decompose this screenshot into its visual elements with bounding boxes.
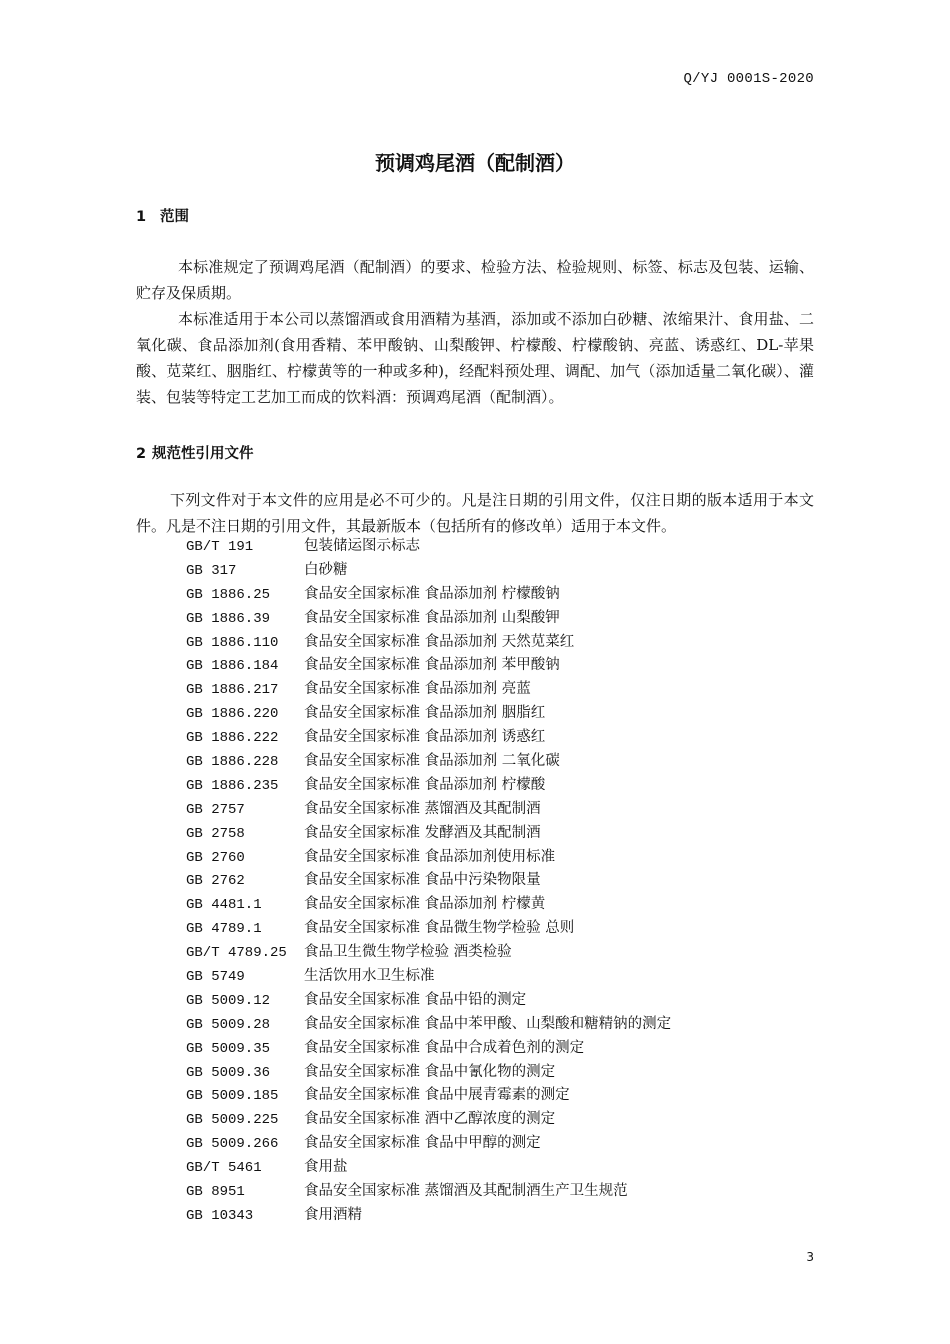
section-2-heading (136, 442, 254, 463)
standard-code: Q/YJ 0001S-2020 (683, 71, 814, 87)
reference-code: GB 1886.217 (186, 682, 279, 699)
reference-title: 食品安全国家标准 食品添加剂使用标准 (304, 848, 556, 865)
reference-code: GB 5009.28 (186, 1016, 271, 1033)
section-1-number: 1 (136, 209, 147, 225)
reference-title: 食品安全国家标准 酒中乙醇浓度的测定 (304, 1111, 556, 1128)
reference-code: GB 1886.228 (186, 754, 279, 771)
reference-row (186, 774, 826, 798)
reference-title: 食品安全国家标准 蒸馏酒及其配制酒 (304, 800, 541, 817)
reference-title: 食品安全国家标准 食品添加剂 山梨酸钾 (304, 609, 560, 626)
reference-title: 生活饮用水卫生标准 (304, 968, 435, 985)
reference-code: GB 1886.222 (186, 730, 279, 747)
reference-code: GB 8951 (186, 1184, 245, 1201)
reference-code: GB 317 (186, 562, 237, 579)
page-number: 3 (806, 1250, 814, 1264)
reference-title: 包装储运图示标志 (304, 538, 420, 554)
reference-row (186, 678, 826, 702)
reference-row (186, 631, 826, 655)
section-2-title: 规范性引用文件 (152, 446, 254, 462)
reference-title: 食品安全国家标准 食品中展青霉素的测定 (304, 1087, 570, 1104)
reference-code: GB 5009.185 (186, 1088, 279, 1105)
reference-code: GB 1886.39 (186, 610, 271, 627)
reference-code: GB 1886.110 (186, 634, 279, 651)
reference-code: GB 2757 (186, 801, 245, 818)
reference-code: GB/T 191 (186, 539, 254, 555)
reference-row (186, 1061, 826, 1085)
reference-code: GB/T 4789.25 (186, 945, 287, 962)
scope-paragraph-2: 本标准适用于本公司以蒸馏酒或食用酒精为基酒，添加或不添加白砂糖、浓缩果汁、食用盐、二氧化碳、食品添加剂(食用香精、苯甲酸钠、山梨酸钾、柠檬酸、柠檬酸钠、亮蓝、诱惑红、DL-苹果酸、苋菜红、胭脂红、柠檬黄等的一种或多种)，经配料预处理、调配、加气（添加适量二氧化碳）、灌装、包装等特定工艺加工而成的饮料酒：预调鸡尾酒（配制酒）。 (136, 310, 814, 406)
reference-title: 食品安全国家标准 食品添加剂 亮蓝 (304, 681, 531, 698)
reference-row (186, 750, 826, 774)
reference-row (186, 798, 826, 822)
reference-title: 食品安全国家标准 食品中污染物限量 (304, 872, 541, 889)
reference-title: 食品安全国家标准 食品中甲醇的测定 (304, 1135, 541, 1152)
reference-title: 食用酒精 (304, 1206, 362, 1223)
references-intro-paragraph: 下列文件对于本文件的应用是必不可少的。凡是注日期的引用文件，仅注日期的版本适用于本文件。凡是不注日期的引用文件，其最新版本（包括所有的修改单）适用于本文件。 (136, 491, 814, 535)
reference-title: 食品卫生微生物学检验 酒类检验 (304, 944, 512, 961)
reference-row (186, 702, 826, 726)
reference-title: 食品安全国家标准 发酵酒及其配制酒 (304, 824, 541, 841)
reference-title: 食品安全国家标准 食品添加剂 柠檬黄 (304, 896, 546, 913)
reference-row (186, 941, 826, 965)
reference-code: GB 5009.266 (186, 1136, 279, 1153)
reference-code: GB 5009.225 (186, 1112, 279, 1129)
reference-row (186, 607, 826, 631)
reference-row (186, 989, 826, 1013)
reference-code: GB 5009.12 (186, 992, 271, 1009)
section-1-heading (136, 205, 189, 226)
reference-row (186, 583, 826, 607)
reference-title: 食品安全国家标准 食品添加剂 柠檬酸 (304, 776, 546, 793)
reference-code: GB 1886.235 (186, 777, 279, 794)
document-title: 预调鸡尾酒（配制酒） (375, 151, 575, 175)
reference-row (186, 1013, 826, 1037)
reference-title: 食品安全国家标准 蒸馏酒及其配制酒生产卫生规范 (304, 1183, 628, 1200)
reference-code: GB 2762 (186, 873, 245, 890)
reference-code: GB 5009.35 (186, 1040, 271, 1057)
reference-row (186, 822, 826, 846)
reference-title: 食品安全国家标准 食品添加剂 柠檬酸钠 (304, 585, 560, 602)
reference-code: GB 10343 (186, 1207, 254, 1224)
reference-title: 食品安全国家标准 食品中铅的测定 (304, 991, 527, 1008)
reference-title: 食品安全国家标准 食品中氰化物的测定 (304, 1063, 556, 1080)
reference-row (186, 1132, 826, 1156)
normative-references-list (186, 535, 826, 1228)
reference-row (186, 846, 826, 870)
reference-code: GB 1886.25 (186, 586, 271, 603)
reference-title: 食品安全国家标准 食品添加剂 苯甲酸钠 (304, 657, 560, 674)
reference-row (186, 1108, 826, 1132)
reference-title: 食用盐 (304, 1159, 348, 1176)
reference-code: GB 5749 (186, 969, 245, 986)
reference-row (186, 869, 826, 893)
reference-row (186, 965, 826, 989)
reference-code: GB/T 5461 (186, 1160, 262, 1177)
reference-code: GB 1886.184 (186, 658, 279, 675)
reference-title: 食品安全国家标准 食品中合成着色剂的测定 (304, 1039, 585, 1056)
reference-title: 食品安全国家标准 食品添加剂 胭脂红 (304, 705, 546, 722)
reference-row (186, 1204, 826, 1228)
reference-row (186, 1180, 826, 1204)
reference-code: GB 4481.1 (186, 897, 262, 914)
reference-title: 白砂糖 (304, 561, 348, 578)
reference-title: 食品安全国家标准 食品添加剂 诱惑红 (304, 729, 546, 746)
scope-paragraph-1: 本标准规定了预调鸡尾酒（配制酒）的要求、检验方法、检验规则、标签、标志及包装、运输、贮存及保质期。 (136, 258, 814, 302)
reference-code: GB 4789.1 (186, 921, 262, 938)
reference-title: 食品安全国家标准 食品中苯甲酸、山梨酸和糖精钠的测定 (304, 1015, 672, 1032)
section-1-title: 范围 (160, 209, 189, 225)
reference-title: 食品安全国家标准 食品添加剂 二氧化碳 (304, 753, 560, 770)
reference-row (186, 1084, 826, 1108)
reference-row (186, 1156, 826, 1180)
reference-code: GB 5009.36 (186, 1064, 271, 1081)
reference-row (186, 726, 826, 750)
reference-row (186, 917, 826, 941)
reference-row (186, 1037, 826, 1061)
reference-row (186, 654, 826, 678)
reference-row (186, 893, 826, 917)
section-2-number: 2 (136, 446, 147, 462)
reference-code: GB 2760 (186, 849, 245, 866)
reference-row (186, 535, 826, 559)
reference-code: GB 2758 (186, 825, 245, 842)
reference-code: GB 1886.220 (186, 706, 279, 723)
reference-row (186, 559, 826, 583)
reference-title: 食品安全国家标准 食品微生物学检验 总则 (304, 920, 575, 937)
reference-title: 食品安全国家标准 食品添加剂 天然苋菜红 (304, 633, 575, 650)
